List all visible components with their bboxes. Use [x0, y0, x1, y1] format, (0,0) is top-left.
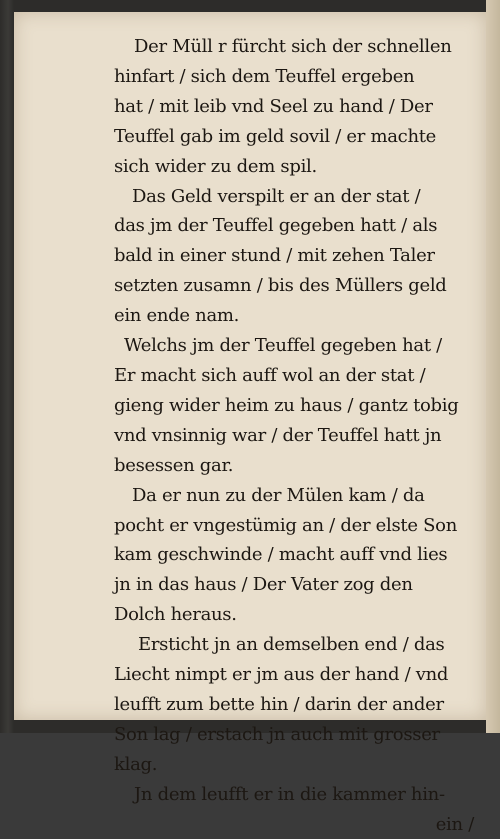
- text-line: hinfart / sich dem Teuffel ergeben: [114, 65, 415, 87]
- text-line: gieng wider heim zu haus / gantz tobig: [114, 394, 459, 416]
- text-line: jn in das haus / Der Vater zog den: [114, 574, 413, 596]
- text-line: Liecht nimpt er jm aus der hand / vnd: [114, 664, 449, 686]
- text-line: das jm der Teuffel gegeben hatt / als: [114, 215, 438, 237]
- adjacent-page-edge: [486, 0, 500, 733]
- text-line: Dolch heraus.: [114, 604, 237, 626]
- text-line: Teuffel gab im geld sovil / er machte: [114, 125, 437, 147]
- text-line: Da er nun zu der Mülen kam / da: [132, 484, 425, 506]
- text-line: klag.: [114, 753, 158, 775]
- text-line: sich wider zu dem spil.: [114, 155, 317, 177]
- text-line: leufft zum bette hin / darin der ander: [114, 693, 444, 715]
- text-line: ein ende nam.: [114, 305, 240, 327]
- text-line: besessen gar.: [114, 454, 234, 476]
- text-line: pocht er vngestümig an / der elste Son: [114, 514, 457, 536]
- text-line: Der Müll r fürcht sich der schnellen: [134, 36, 452, 57]
- book-page: [14, 12, 486, 835]
- text-line: Das Geld verspilt er an der stat /: [132, 185, 421, 207]
- text-line: Son lag / erstach jn auch mit grosser: [114, 723, 440, 745]
- text-line: Er macht sich auff wol an der stat /: [114, 364, 426, 386]
- text-line: Welchs jm der Teuffel gegeben hat /: [124, 335, 442, 357]
- page-text: [114, 32, 474, 839]
- text-line: setzten zusamn / bis des Müllers geld: [114, 275, 447, 297]
- text-line: Ersticht jn an demselben end / das: [138, 634, 445, 656]
- text-line: Jn dem leufft er in die kammer hin-: [134, 783, 445, 805]
- text-line: bald in einer stund / mit zehen Taler: [114, 245, 435, 267]
- text-line: vnd vnsinnig war / der Teuffel hatt jn: [114, 424, 442, 446]
- text-line: hat / mit leib vnd Seel zu hand / Der: [114, 95, 433, 117]
- text-line: kam geschwinde / macht auff vnd lies: [114, 544, 448, 566]
- text-line: ein /: [435, 813, 474, 835]
